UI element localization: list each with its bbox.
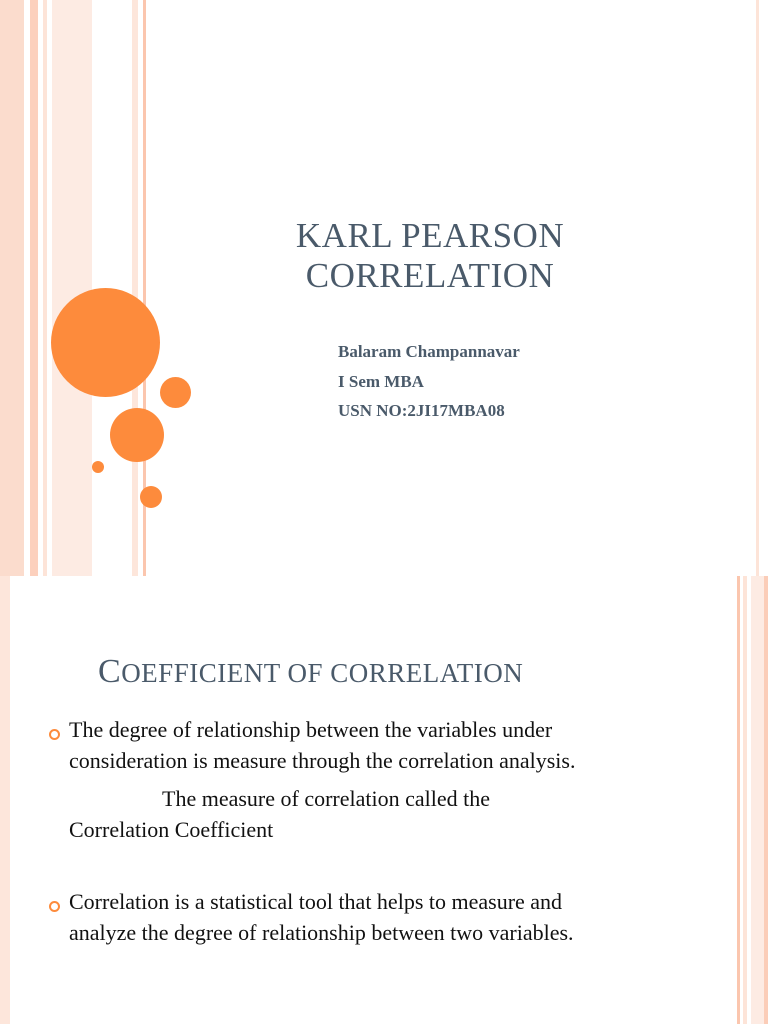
heading-rest: OEFFICIENT OF CORRELATION [121,658,524,688]
decorative-stripe [737,576,740,1024]
decorative-stripe [0,576,10,1024]
course-name: I Sem MBA [338,372,424,391]
bullet1-line3: The measure of correlation called the [162,786,491,811]
bullet1-line4: Correlation Coefficient [69,817,274,842]
decorative-stripe [132,0,138,576]
slide-heading [98,653,523,691]
decorative-stripe [764,576,768,1024]
decorative-stripe [30,0,38,576]
bullet2-line2: analyze the degree of relationship between two variables. [69,920,574,945]
author-name: Balaram Champannavar [338,342,520,361]
decorative-circle-small [92,461,104,473]
decorative-circle [160,377,191,408]
circle-bullet-icon [49,729,60,740]
content-slide [0,576,768,1024]
circle-bullet-icon [49,901,60,912]
decorative-circle [140,486,162,508]
heading-initial: C [98,653,122,690]
decorative-circle-large [51,288,160,397]
bullet2-line1: Correlation is a statistical tool that helps to measure and [69,889,563,914]
decorative-stripe [0,0,24,576]
title-line-2: CORRELATION [305,256,555,295]
slide-title [190,216,670,296]
bullet1-line2: consideration is measure through the correlation analysis. [69,748,576,773]
usn-number: USN NO:2JI17MBA08 [338,401,505,420]
decorative-stripe [43,0,47,576]
bullet1-line1: The degree of relationship between the variables under [69,717,553,742]
decorative-stripe [756,0,759,576]
decorative-stripe [52,0,92,576]
decorative-stripe [743,576,747,1024]
decorative-circle [110,408,164,462]
title-line-1: KARL PEARSON [295,216,565,255]
